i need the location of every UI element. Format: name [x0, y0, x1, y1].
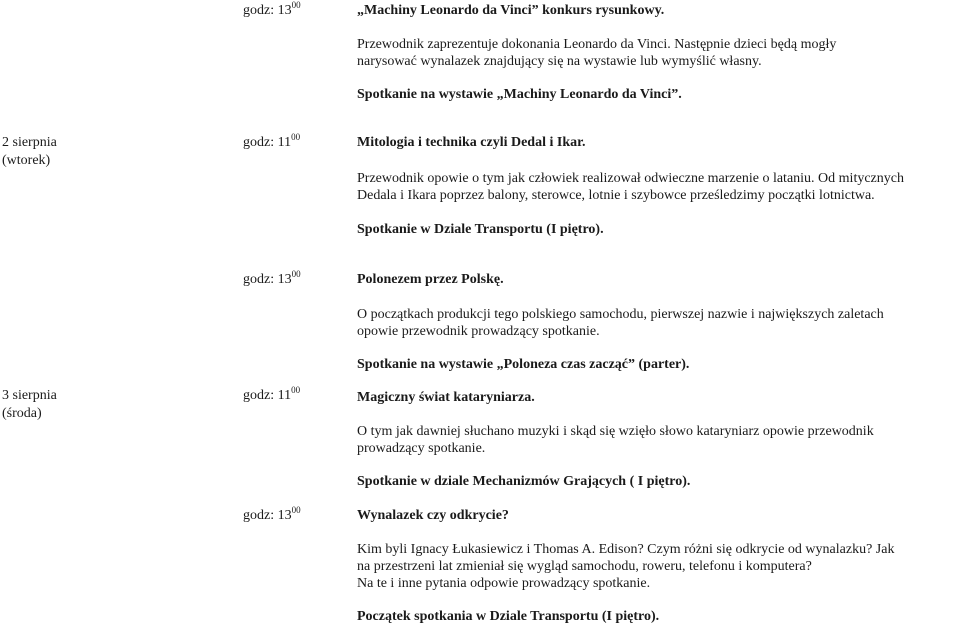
event-title: „Machiny Leonardo da Vinci” konkurs rysunkowy.	[357, 3, 665, 18]
time-label: godz: $13^{00}$	[243, 269, 301, 287]
event-venue: Spotkanie w Dziale Transportu (I piętro).	[357, 222, 604, 237]
event-venue: Spotkanie w dziale Mechanizmów Grających ( I piętro).	[357, 474, 691, 489]
event-venue: Początek spotkania w Dziale Transportu (I piętro).	[357, 609, 660, 624]
event-description: O tym jak dawniej słuchano muzyki i skąd się wzięło słowo kataryniarz opowie przewodnik prowadzący spotkanie.	[357, 424, 874, 456]
event-venue: Spotkanie na wystawie „Machiny Leonardo da Vinci”.	[357, 87, 682, 102]
event-description: Przewodnik opowie o tym jak człowiek realizował odwieczne marzenie o lataniu. Od mitycznych Dedala i Ikara poprzez balony, sterowce, lotnie i szybowce prześledzimy początki lotnictwa.	[357, 171, 904, 203]
time-label: godz: $11^{00}$	[243, 132, 301, 150]
event-title: Mitologia i technika czyli Dedal i Ikar.	[357, 135, 586, 150]
event-description: Kim byli Ignacy Łukasiewicz i Thomas A. Edison? Czym różni się odkrycie od wynalazku? Jak na przestrzeni lat zmieniał się wygląd samochodu, roweru, telefonu i komputera? Na te i inne pytania odpowie prowadzący spotkanie.	[357, 542, 895, 591]
time-label: godz: $13^{00}$	[243, 0, 301, 18]
event-title: Wynalazek czy odkrycie?	[357, 508, 509, 523]
date-label: 3 sierpnia (środa)	[2, 388, 57, 421]
event-description: O początkach produkcji tego polskiego samochodu, pierwszej nazwie i największych zaletach opowie przewodnik prowadzący spotkanie.	[357, 307, 884, 339]
date-label: 2 sierpnia (wtorek)	[2, 135, 57, 168]
time-label: godz: $11^{00}$	[243, 385, 301, 403]
event-title: Magiczny świat kataryniarza.	[357, 390, 535, 405]
event-description: Przewodnik zaprezentuje dokonania Leonardo da Vinci. Następnie dzieci będą mogły narysować wynalazek znajdujący się na wystawie lub wymyślić własny.	[357, 37, 837, 69]
time-label: godz: $13^{00}$	[243, 505, 301, 523]
event-title: Polonezem przez Polskę.	[357, 272, 504, 287]
event-venue: Spotkanie na wystawie „Poloneza czas zacząć” (parter).	[357, 357, 690, 372]
